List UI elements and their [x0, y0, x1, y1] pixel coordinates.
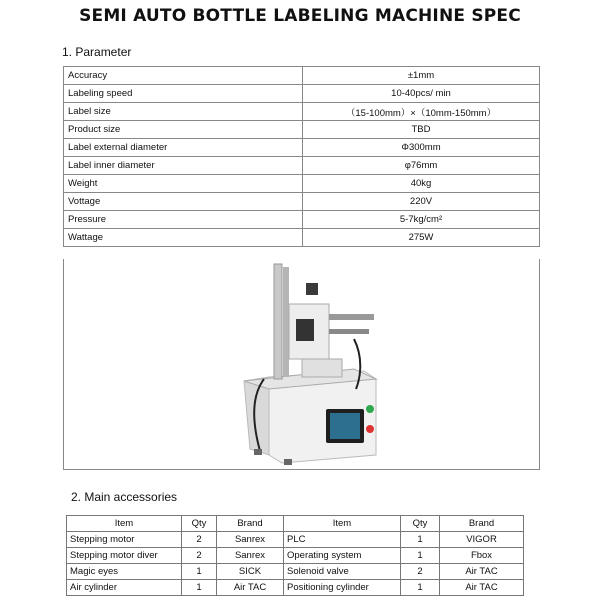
- col-header-brand: Brand: [217, 516, 284, 532]
- param-value: Φ300mm: [303, 139, 540, 157]
- param-row-weight: [64, 175, 540, 193]
- qty-cell: 2: [182, 532, 217, 548]
- param-row-labeling-speed: [64, 85, 540, 103]
- param-row-pressure: [64, 211, 540, 229]
- param-row-label-size: [64, 103, 540, 121]
- param-label: Product size: [64, 121, 303, 139]
- qty-cell: 1: [401, 532, 440, 548]
- param-label: Label size: [64, 103, 303, 121]
- brand-cell: Air TAC: [440, 564, 524, 580]
- item-cell: Positioning cylinder: [284, 580, 401, 596]
- table-row: [67, 532, 524, 548]
- param-row-label-inner-diameter: [64, 157, 540, 175]
- accessories-table: [66, 515, 524, 596]
- qty-cell: 1: [182, 580, 217, 596]
- param-label: Pressure: [64, 211, 303, 229]
- item-cell: Stepping motor diver: [67, 548, 182, 564]
- col-header-brand: Brand: [440, 516, 524, 532]
- param-value: ±1mm: [303, 67, 540, 85]
- table-row: [67, 580, 524, 596]
- param-label: Weight: [64, 175, 303, 193]
- param-row-wattage: [64, 229, 540, 247]
- param-label: Accuracy: [64, 67, 303, 85]
- brand-cell: Sanrex: [217, 532, 284, 548]
- param-row-label-external-diameter: [64, 139, 540, 157]
- qty-cell: 1: [182, 564, 217, 580]
- item-cell: Air cylinder: [67, 580, 182, 596]
- qty-cell: 1: [401, 580, 440, 596]
- param-value: 220V: [303, 193, 540, 211]
- brand-cell: Fbox: [440, 548, 524, 564]
- brand-cell: SICK: [217, 564, 284, 580]
- item-cell: Stepping motor: [67, 532, 182, 548]
- param-row-accuracy: [64, 67, 540, 85]
- param-label: Labeling speed: [64, 85, 303, 103]
- brand-cell: VIGOR: [440, 532, 524, 548]
- param-value: TBD: [303, 121, 540, 139]
- param-value: 5-7kg/cm²: [303, 211, 540, 229]
- col-header-qty: Qty: [182, 516, 217, 532]
- item-cell: PLC: [284, 532, 401, 548]
- param-label: Label external diameter: [64, 139, 303, 157]
- table-row: [67, 564, 524, 580]
- param-label: Label inner diameter: [64, 157, 303, 175]
- param-value: （15-100mm）×（10mm-150mm）: [303, 103, 540, 121]
- param-value: 40kg: [303, 175, 540, 193]
- param-label: Wattage: [64, 229, 303, 247]
- param-label: Vottage: [64, 193, 303, 211]
- qty-cell: 2: [182, 548, 217, 564]
- param-row-voltage: [64, 193, 540, 211]
- item-cell: Operating system: [284, 548, 401, 564]
- param-value: 275W: [303, 229, 540, 247]
- section-parameter-heading: 1. Parameter: [62, 45, 132, 59]
- qty-cell: 2: [401, 564, 440, 580]
- labeling-machine-image: [64, 259, 539, 469]
- param-row-product-size: [64, 121, 540, 139]
- machine-photo-frame: [63, 259, 540, 470]
- item-cell: Magic eyes: [67, 564, 182, 580]
- param-value: φ76mm: [303, 157, 540, 175]
- brand-cell: Air TAC: [217, 580, 284, 596]
- col-header-item: Item: [67, 516, 182, 532]
- brand-cell: Sanrex: [217, 548, 284, 564]
- param-value: 10-40pcs/ min: [303, 85, 540, 103]
- brand-cell: Air TAC: [440, 580, 524, 596]
- section-accessories-heading: 2. Main accessories: [71, 490, 178, 504]
- accessories-header-row: [67, 516, 524, 532]
- qty-cell: 1: [401, 548, 440, 564]
- parameter-table: [63, 66, 540, 247]
- page-title: SEMI AUTO BOTTLE LABELING MACHINE SPEC: [79, 6, 521, 26]
- table-row: [67, 548, 524, 564]
- col-header-qty: Qty: [401, 516, 440, 532]
- col-header-item: Item: [284, 516, 401, 532]
- item-cell: Solenoid valve: [284, 564, 401, 580]
